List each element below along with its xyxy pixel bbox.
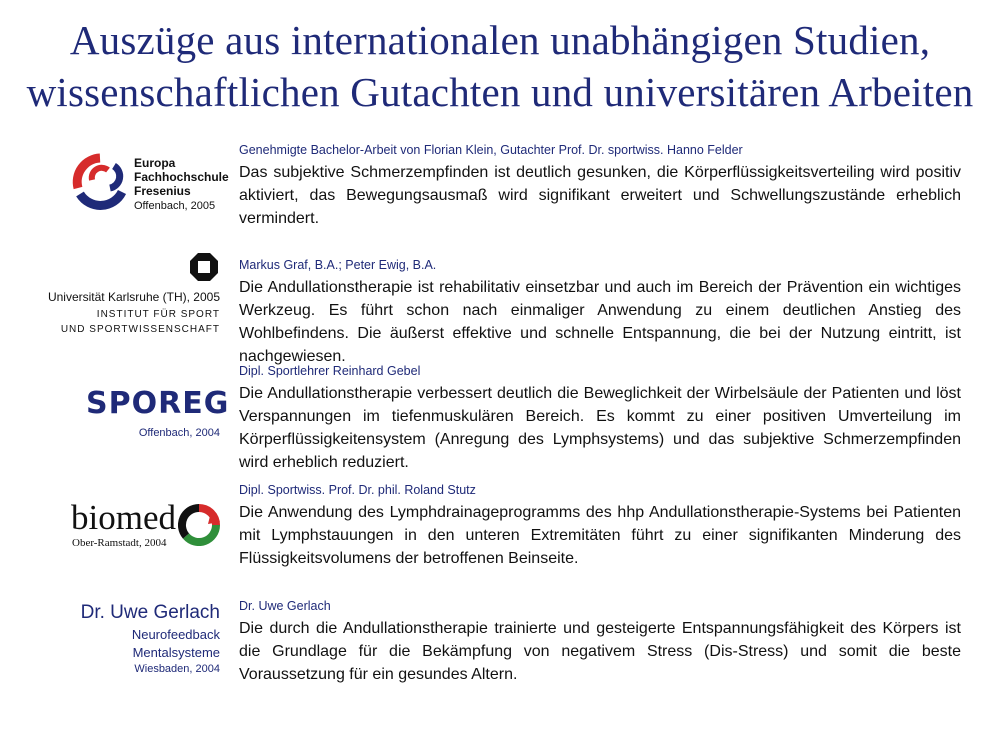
gerlach-sub: Wiesbaden, 2004 [134, 663, 220, 675]
entry-text: Das subjektive Schmerzempfinden ist deutlich gesunken, die Körperflüssigkeitsverteiling wird positiv aktiviert, das Bewegungsausmaß wird signifikant erweitert und Schwellungszustände erheblich vermindert. [239, 164, 961, 227]
entry-author: Genehmigte Bachelor-Arbeit von Florian Klein, Gutachter Prof. Dr. sportwiss. Hanno Felder [239, 143, 743, 157]
sporeg-sub: Offenbach, 2004 [138, 427, 220, 439]
sporeg-logo: SPOREG [86, 386, 230, 421]
entry-author: Dipl. Sportlehrer Reinhard Gebel [239, 364, 421, 378]
karlsruhe-institute-1: INSTITUT FÜR SPORT [96, 309, 220, 320]
gerlach-line-2: Mentalsysteme [132, 645, 220, 660]
title-line-1: Auszüge aus internationalen unabhängigen Studien, [69, 17, 931, 63]
entry-text: Die Anwendung des Lymphdrainageprogramms des hhp Andullationstherapie-Systems bei Patienten mit Lymphstauungen in den unteren Extremitäten führt zu einer signifikanten Minderung des Flüssigkeitsvolumens der betroffenen Beinseite. [239, 504, 961, 567]
karlsruhe-name: Universität Karlsruhe (TH), 2005 [47, 290, 220, 304]
entry-author: Markus Graf, B.A.; Peter Ewig, B.A. [239, 258, 437, 272]
fresenius-logo-icon [70, 152, 130, 212]
fresenius-name-1: Europa [134, 156, 176, 170]
title-line-2: wissenschaftlichen Gutachten und universitären Arbeiten [26, 69, 974, 115]
fresenius-sub: Offenbach, 2005 [134, 200, 216, 212]
biomed-logo: biomed [71, 498, 176, 537]
entry-author: Dr. Uwe Gerlach [239, 599, 331, 613]
entry-text: Die durch die Andullationstherapie trainierte und gesteigerte Entspannungsfähigkeit des Körpers ist die Grundlage für die Bekämpfung von negativem Stress (Dis-Stress) und somit die beste Voraussetzung für ein gesundes Altern. [239, 620, 961, 683]
entry-author: Dipl. Sportwiss. Prof. Dr. phil. Roland Stutz [239, 483, 476, 497]
entry-text: Die Andullationstherapie ist rehabilitativ einsetzbar und auch im Bereich der Prävention ein wichtiges Werkzeug. Es führt schon nach einmaliger Anwendung zu einem deutlichen Anstieg des Wohlbefindens. Die äußerst effektive und schnelle Entspannung, die bei der Nutzung eintritt, ist nachgewiesen. [239, 279, 961, 365]
gerlach-name: Dr. Uwe Gerlach [80, 602, 220, 623]
gerlach-line-1: Neurofeedback [131, 627, 220, 642]
karlsruhe-institute-2: UND SPORTWISSENSCHAFT [60, 324, 220, 335]
fresenius-name-3: Fresenius [134, 184, 191, 198]
page-title [0, 14, 1000, 118]
karlsruhe-logo-icon [190, 253, 218, 281]
entry-text: Die Andullationstherapie verbessert deutlich die Beweglichkeit der Wirbelsäule der Patienten und löst Verspannungen im tiefenmuskulären Bereich. Es kommt zu einer positiven Umverteilung im Körperflüssigkeitensystem (Anregung des Lymphsystems) und das subjektive Schmerzempfinden wird erheblich reduziert. [239, 385, 961, 471]
biomed-cycle-icon [178, 504, 220, 546]
fresenius-logo [70, 150, 240, 220]
fresenius-name-2: Fachhochschule [134, 170, 229, 184]
biomed-sub: Ober-Ramstadt, 2004 [72, 537, 167, 549]
